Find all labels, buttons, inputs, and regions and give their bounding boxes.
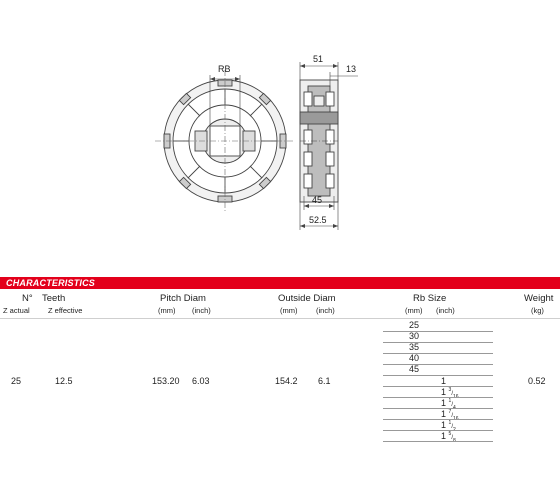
- header-rb-size: Rb Size: [413, 293, 447, 304]
- rb-inch-row-line: [383, 430, 493, 431]
- rb-inch-slash: /: [451, 391, 453, 397]
- dim-52-5: 52.5: [309, 215, 327, 225]
- rb-inch-whole: 1: [441, 376, 447, 386]
- rb-inch-whole: 1: [441, 409, 447, 419]
- rb-inch-denominator: 2: [452, 426, 456, 433]
- dim-45: 45: [312, 195, 323, 205]
- rb-mm-row-line: [383, 364, 493, 365]
- header-z-effective: Z effective: [48, 306, 83, 315]
- dim-13: 13: [346, 64, 357, 74]
- cell-pitch-mm: 153.20: [152, 376, 180, 386]
- header-z-actual: Z actual: [3, 306, 30, 315]
- header-pitch-mm: (mm): [158, 306, 176, 315]
- sprocket-drawing: [0, 0, 560, 240]
- rb-mm-value: 30: [409, 331, 420, 341]
- rb-mm-value: 40: [409, 353, 420, 363]
- characteristics-bar: [0, 277, 560, 289]
- rb-inch-whole: 1: [441, 398, 447, 408]
- rb-inch-whole: 1: [441, 431, 447, 441]
- rb-inch-denominator: 16: [452, 393, 459, 400]
- dim-51: 51: [313, 54, 324, 64]
- rb-inch-row-line: [383, 419, 493, 420]
- header-weight: Weight: [524, 293, 554, 304]
- rb-inch-row-line: [383, 386, 493, 387]
- rb-inch-whole: 1: [441, 387, 447, 397]
- rb-inch-numerator: 5: [448, 431, 452, 437]
- rb-inch-slash: /: [451, 413, 453, 419]
- rb-inch-slash: /: [451, 435, 453, 441]
- rb-inch-numerator: 3: [448, 387, 452, 393]
- header-rb-inch: (inch): [436, 306, 455, 315]
- rb-inch-numerator: 7: [448, 409, 452, 415]
- cell-outside-mm: 154.2: [275, 376, 298, 386]
- rb-inch-slash: /: [451, 402, 453, 408]
- rb-mm-value: 35: [409, 342, 420, 352]
- header-pitch-inch: (inch): [192, 306, 211, 315]
- rb-inch-row-line: [383, 408, 493, 409]
- rb-mm-value: 25: [409, 320, 420, 330]
- rb-mm-value: 45: [409, 364, 420, 374]
- dim-rb: RB: [218, 64, 231, 74]
- rb-inch-value: [441, 376, 446, 386]
- header-teeth: Teeth: [42, 293, 66, 304]
- rb-mm-row-line: [383, 353, 493, 354]
- rb-inch-numerator: 1: [448, 420, 452, 426]
- header-outside-diam: Outside Diam: [278, 293, 336, 304]
- rb-mm-row-line: [383, 342, 493, 343]
- rb-inch-denominator: 4: [452, 404, 456, 411]
- rb-inch-denominator: 8: [452, 437, 456, 444]
- section-title: CHARACTERISTICS: [6, 278, 96, 288]
- rb-mm-row-line: [383, 375, 493, 376]
- cell-z-effective: 12.5: [55, 376, 73, 386]
- front-view: [155, 70, 295, 212]
- side-view: [300, 80, 338, 202]
- header-separator: [0, 318, 560, 319]
- rb-mm-row-line: [383, 331, 493, 332]
- header-outside-inch: (inch): [316, 306, 335, 315]
- rb-inch-slash: /: [451, 424, 453, 430]
- cell-z-actual: 25: [11, 376, 22, 386]
- cell-weight: 0.52: [528, 376, 546, 386]
- header-pitch-diam: Pitch Diam: [160, 293, 206, 304]
- cell-pitch-inch: 6.03: [192, 376, 210, 386]
- header-n: N°: [22, 293, 33, 304]
- header-outside-mm: (mm): [280, 306, 298, 315]
- header-rb-mm: (mm): [405, 306, 423, 315]
- header-weight-unit: (kg): [531, 306, 544, 315]
- cell-outside-inch: 6.1: [318, 376, 331, 386]
- rb-inch-row-line: [383, 397, 493, 398]
- rb-inch-whole: 1: [441, 420, 447, 430]
- rb-inch-row-line: [383, 441, 493, 442]
- rb-inch-numerator: 1: [448, 398, 452, 404]
- rb-inch-denominator: 16: [452, 415, 459, 422]
